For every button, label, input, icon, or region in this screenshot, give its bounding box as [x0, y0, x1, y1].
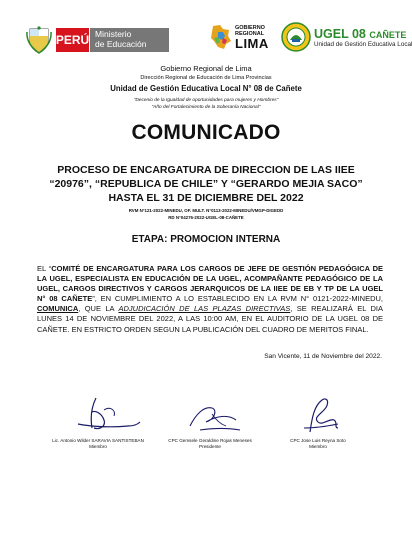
gobierno-regional-text [235, 25, 269, 50]
body-part: , QUE LA [78, 304, 115, 314]
lima-region-map-icon [210, 24, 232, 50]
reference-line-2: RD N°04276-2022-UGEL-08-CAÑETE [168, 215, 244, 220]
signer-2-role: Presidente [199, 444, 221, 449]
ministerio-line2: de Educación [95, 38, 147, 49]
year-motto: "Año del Fortalecimiento de la Soberanía Nacional" [151, 105, 261, 110]
announcement-body [37, 264, 383, 335]
gobierno-line2: REGIONAL [235, 30, 265, 37]
reference-line-1: RVM N°121-2022-MINEDU, OF. MULT. N°0113-2022-MINEDU/VMGP-DIGEDD [128, 208, 284, 213]
ugel-title [314, 27, 412, 41]
body-part: ”, EN CUMPLIMIENTO A LO ESTABLECIDO EN LA RVM N° 0121-2022-MINEDU, [92, 294, 383, 304]
comunica-keyword: COMUNICA [37, 304, 79, 314]
ugel-title-suffix: CAÑETE [369, 29, 407, 40]
ugel-08-logo [281, 22, 412, 52]
ugel-text [314, 27, 412, 48]
direccion-regional-line: Dirección Regional de Educación de Lima Provincias [140, 75, 272, 81]
signer-1-role: Miembro [89, 444, 107, 449]
handwritten-signature-3 [258, 392, 378, 440]
place-date: San Vicente, 11 de Noviembre del 2022. [264, 353, 382, 360]
minedu-logo [26, 26, 169, 54]
peru-coat-of-arms-icon [26, 26, 52, 54]
gobierno-regional-lima-logo [210, 24, 269, 50]
decenio-motto: "Decenio de la Igualdad de oportunidades para mujeres y Hombres" [133, 98, 279, 103]
gobierno-regional-line: Gobierno Regional de Lima [160, 64, 252, 73]
document-title: COMUNICADO [131, 121, 281, 144]
adjudicacion-phrase: ADJUDICACIÓN DE LAS PLAZAS DIRECTIVAS [118, 304, 291, 314]
comite-name: COMITÉ DE ENCARGATURA PARA LOS CARGOS DE JEFE DE GESTIÓN PEDAGÓGICA DE LA UGEL, ESPECIALISTA EN EDUCACIÓN DE LA UGEL, ACOMPAÑANTE PEDAGÓGICO DE LA UGEL, CARGOS DIRECTIVOS Y CARGOS JERARQUICOS DE LA IIEE DE EB Y TP DE LA UGEL N° 08 CAÑETE [37, 264, 383, 304]
signer-3-name: CPC Jose Luis Reyna Soto [290, 438, 346, 443]
gobierno-line1: GOBIERNO [235, 24, 265, 31]
signature-block-miembro-2 [258, 392, 378, 449]
signature-block-presidente [150, 392, 270, 449]
signer-2-name: CPC Gemsele Geraldine Rojas Meneses [168, 438, 252, 443]
signer-1-name: Lic. Antonio Wilder SARAVIA SANTISTEBAN [52, 438, 144, 443]
proceso-heading: PROCESO DE ENCARGATURA DE DIRECCION DE LAS IIEE “20976”, “REPUBLICA DE CHILE” Y “GERARDO MEJIA SACO” HASTA EL 31 DE DICIEMBRE DEL 2022 [49, 164, 363, 204]
signature-block-miembro-1 [38, 392, 158, 449]
etapa-heading: ETAPA: PROMOCION INTERNA [131, 234, 281, 245]
ugel-title-main: UGEL 08 [314, 26, 366, 41]
body-part: EL “ [37, 264, 52, 273]
signer-3-role: Miembro [309, 444, 327, 449]
unidad-gestion-line: Unidad de Gestión Educativa Local N° 08 de Cañete [110, 84, 302, 93]
ministerio-line1: Ministerio [95, 29, 132, 39]
peru-label: PERÚ [56, 28, 89, 52]
ugel-subtitle: Unidad de Gestión Educativa Local [314, 40, 412, 48]
body-part: , SE REALIZARÁ EL DIA LUNES 14 DE NOVIEMBRE DEL 2022, A LAS 10:00 AM, EN EL AUDITORIO DE LA UGEL 08 DE CAÑETE. EN ESTRICTO ORDEN SEGUN LA PUBLICACIÓN DEL CUADRO DE MERITOS FINAL. [37, 304, 383, 334]
handwritten-signature-1 [38, 392, 158, 440]
gobierno-line3: LIMA [235, 35, 269, 51]
ministerio-label [89, 28, 169, 52]
handwritten-signature-2 [150, 392, 270, 440]
header-logos [26, 22, 412, 58]
ugel-seal-icon [281, 22, 311, 52]
